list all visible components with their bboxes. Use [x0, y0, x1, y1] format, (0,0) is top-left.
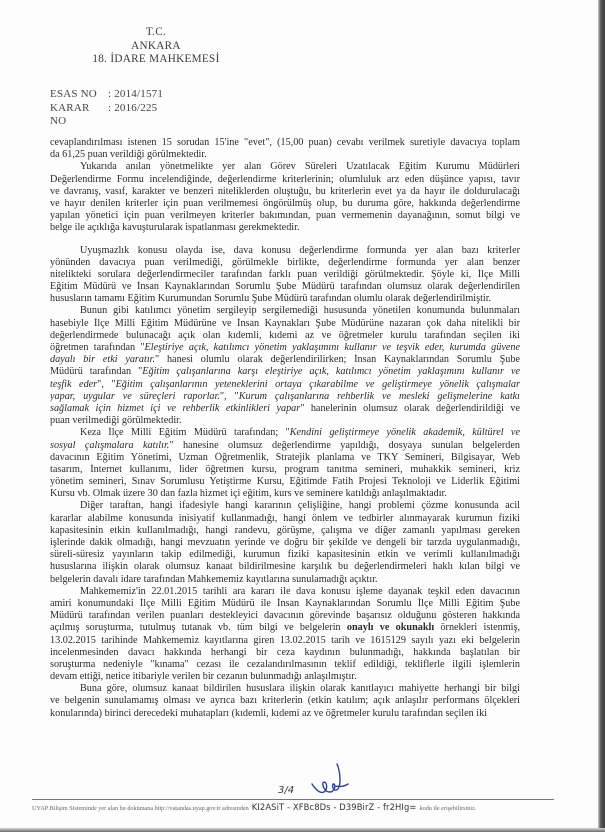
footer-divider: [32, 799, 554, 800]
scan-edge-right: [598, 0, 605, 832]
city-label: ANKARA: [131, 39, 181, 52]
text-line: nitelikteki sorulara değerlendirmeciler tarafından farklı puan verildiği görülmektedir. Şöyle ki, İlçe Milli: [50, 268, 520, 280]
text-line: belge ile açıklığa kavuşturularak ispatlanması gerekmektedir.: [50, 222, 300, 234]
text-line: ve hayır denilen kriterler için puan verilmemesi öngörülmüş olup, bu duruma göre, hakkında değerlendirme: [50, 197, 520, 209]
text-line: öğretmen tarafından "Eleştiriye açık, katılımcı yönetim yaklaşımını kullanır ve teşvik eder, kurumda güvene: [50, 342, 520, 353]
text-line: işlerinde dakik olmadığı, hangi mevzuatın yerinde ve doğru bir şekilde ve dengeli bir tarzda uygulanmadığı,: [50, 537, 520, 548]
text-line: Kursu vb. Olmak üzere 30 dan fazla hizmet içi eğitim, kurs ve seminere katıldığı anlaşılmaktadır.: [50, 488, 447, 500]
document-body: [50, 137, 520, 720]
paragraph: [50, 683, 520, 720]
paragraph: [50, 161, 520, 234]
text-line: Keza İlçe Milli Eğitim Müdürü tarafından; "Kendini geliştirmeye yönelik akademik, kültürel ve: [80, 427, 520, 439]
text-line: Mahkememiz'in 22.01.2015 tarihli ara kararı ile dava konusu işleme dayanak teşkil eden davacının: [80, 585, 520, 597]
text-line: yönünden davacıya puan verilmediği, görülmekle birlikte, değerlendirme formunda yer alan benzer: [50, 256, 520, 268]
text-line: tasarım, İnternet kullanımı, lider öğretmen kursu, program tanıtma semineri, muhakkik semineri, kriz: [50, 463, 520, 475]
text-line: kapasitesinin etkin kullanılmadığı, hangi randevu, görüşme, çalışma ve diğer zamanlı yapılması gereken: [50, 524, 520, 536]
text-line: da 61,25 puan verildiği görülmektedir.: [50, 149, 207, 161]
esas-label: ESAS NO: [50, 88, 97, 100]
footer: [32, 802, 567, 812]
access-code: KI2ASiT - XFBc8Ds - D39BirZ - fr2HIg=: [251, 802, 417, 812]
paragraph-gap: [50, 235, 520, 245]
country-label: T.C.: [145, 26, 167, 38]
text-line: devam ettiği, netice itibariyle verilen bir cezanın bulunmadığı anlaşılmıştır.: [50, 671, 357, 683]
text-line: sosyal çalışmalara katılır." hanesine olumsuz değerlendirme yapıldığı, dosyaya sunulan belgelerden: [50, 439, 520, 451]
paragraph: [50, 500, 520, 585]
court-name: 18. İDARE MAHKEMESİ: [92, 53, 220, 65]
text-line: davacının Eğitim Yönetimi, Uzman Öğretmenlik, Stratejik planlama ve TKY Semineri, Bilgisayar, Web: [50, 451, 520, 463]
paragraph: [50, 305, 520, 427]
text-line: 13.02.2015 tarihinde Mahkememiz kayıtlarına giren 13.02.2015 tarih ve 1615129 sayılı yazı eki belgelerin: [50, 634, 520, 646]
karar-label: KARAR NO: [50, 101, 90, 127]
text-line: hususların tamamı Eğitim Kurumundan Sorumlu Şube Müdürü tarafından olumlu olarak değerlendirilmiştir.: [50, 293, 492, 305]
text-line: Eğitim Müdürü ve İnsan Kaynaklarından Sorumlu Şube Müdürü tarafından olumsuz olarak değerlendirilen: [50, 281, 520, 293]
text-line: hasebiyle İlçe Milli Eğitim Müdürüne ve İnsan Kaynakları Şube Müdürüne nazaran çok daha nitelikli bir: [50, 317, 520, 329]
paragraph: [50, 427, 520, 500]
text-line: yapılan yönetici için puan verilmeyen kriterler bakımından, puan vermemenin dayanağının, somut bilgi ve: [50, 210, 520, 222]
text-line: Müdürü tarafından "Eğitim çalışanlarına karşı eleştiriye açık, katılımcı yönetim yaklaşımını kullanır ve: [50, 366, 520, 378]
paragraph: [50, 586, 520, 684]
text-line: cevaplandırılması istenen 15 sorudan 15'ine "evet", (15,00 puan) cevabı verilmek suretiyle davacıya toplam: [50, 137, 520, 148]
case-numbers: [50, 88, 163, 129]
text-line: incelenmesinden davacı hakkında herhangi bir ceza kaydının bulunmadığı, hakkında başlatılan bir: [50, 646, 520, 658]
paragraph: [50, 137, 520, 161]
text-line: teşfik eder", "Eğitim çalışanlarının yeteneklerini ortaya çıkarabilme ve geliştirmeye yönelik çalışmalar: [50, 378, 520, 390]
text-line: Diğer taraftan, hangi ifadesiyle hangi kararının çelişliğine, hangi problemi çözme konusunda acil: [80, 500, 520, 512]
footer-text-before: UYAP Bilişim Sisteminde yer alan bu dokümana http://vatandas.uyap.gov.tr adresinden: [32, 805, 249, 812]
text-line: soruşturma nedeniyle "kınama" cezası ile cezalandırılmasının teklif edildiği, tekliflerle ilgili işlemlerin: [50, 658, 520, 670]
esas-row: [50, 88, 163, 102]
text-line: puan verilmediği görülmektedir.: [50, 415, 182, 427]
text-line: ve belgenin sunulamamış olması ve ayrıca bazı kriterlerin (etkin katılım; açık anlaşılır performans ölçekleri: [50, 695, 520, 707]
text-line: Uyuşmazlık konusu olayda ise, dava konusu değerlendirme formunda yer alan bazı kriterler: [80, 244, 520, 256]
text-line: değerlendirmede bulunacağı açık olan kıdemli, kıdemi az ve öğretmeler kurulu tarafından seçilen iki: [50, 329, 520, 341]
paragraph: [50, 245, 520, 306]
text-line: sağlamak için hizmet içi ve rehberlik etkinlikleri yapar" hanelerinin olumsuz olarak değerlendirildiği ve: [50, 402, 520, 414]
text-line: amiri konumundaki İlçe Milli Eğitim Müdürü ile İnsan Kaynaklarından Sorumlu İlçe Milli Eğitim Şube: [50, 597, 520, 609]
text-line: dayalı bir etki yaratır." hanesi olumlu olarak değerlendirilirken; İnsan Kaynaklarından Sorumlu Şube: [50, 354, 520, 366]
text-line: kararlar alabilme konusunda inisiyatif kullanmadığı, hangi önlem ve tedbirler alınmayarak kurumun fiziki: [50, 512, 520, 524]
text-line: konularında) birinci derecedeki muhatapları (kıdemli, kıdemi az ve öğretmeler kurulu tarafından seçilen iki: [50, 707, 488, 719]
karar-row: [50, 102, 163, 129]
text-line: Müdürü tarafından verilen puanları destekleyici davacının görevinde başarısız olduğunu gösteren hakkında: [50, 610, 520, 622]
text-line: Buna göre, olumsuz kanaat bildirilen hususlara ilişkin olarak kanıtlayıcı mahiyette herhangi bir bilgi: [80, 683, 520, 695]
esas-value: : 2014/1571: [108, 88, 164, 100]
text-line: açılmış soruşturma, tutulmuş tutanak vb. tüm bilgi ve belgelerin onaylı ve okunaklı örnekleri istenmiş,: [50, 622, 520, 634]
court-header: [86, 26, 226, 67]
text-line: belgelerin davalı idare tarafından Mahkememiz kayıtlarına sunulamadığı açıktır.: [50, 573, 378, 585]
emphasized-text: onaylı ve okunaklı: [346, 622, 435, 634]
text-line: Bunun gibi katılımcı yönetim sergileyip sergilemediği hususunda yönetilen konumunda bulunmaları: [80, 305, 520, 317]
text-line: Yukarıda anılan yönetmelikte yer alan Görev Süreleri Uzatılacak Eğitim Kurumu Müdürleri: [80, 161, 520, 173]
text-line: Değerlendirme Formu incelendiğinde, değerlendirme kriterlerinin; olumluluk arz eden düşünce yapısı, tavır: [50, 173, 520, 185]
text-line: yapar, uygular ve süreçleri raporlar.", "Kurum çalışanlarına rehberlik ve mesleki gelişmelerine katkı: [50, 390, 520, 402]
text-line: ve davranış, vasıf, karakter ve benzeri niteliklerden oluştuğu, bu kriterlerin evet ya da hayır ile doldurulacağı: [50, 185, 520, 197]
scan-edge-bottom: [0, 828, 605, 832]
page-number: 3/4: [278, 785, 295, 796]
text-line: süreli-süresiz yayınların takip edilmediği, kurumun fiziki kapasitesinin etkin ve verimli kullanılmadığı: [50, 549, 520, 561]
text-line: yönetim semineri, Sınav Sorumlusu Yetiştirme Kursu, Eğitimde Fatih Projesi Teknoloji ve Liderlik Eğitimi: [50, 476, 520, 488]
karar-value: : 2016/225: [108, 101, 158, 114]
signature-icon: [310, 762, 350, 798]
footer-text-after: kodu ile erişebilirsiniz.: [419, 805, 477, 812]
text-line: hususlarına ilişkin olarak olumsuz kanaat bildirilmesine karşılık bu değerlendirmeleri haklı kılan bilgi ve: [50, 561, 520, 573]
